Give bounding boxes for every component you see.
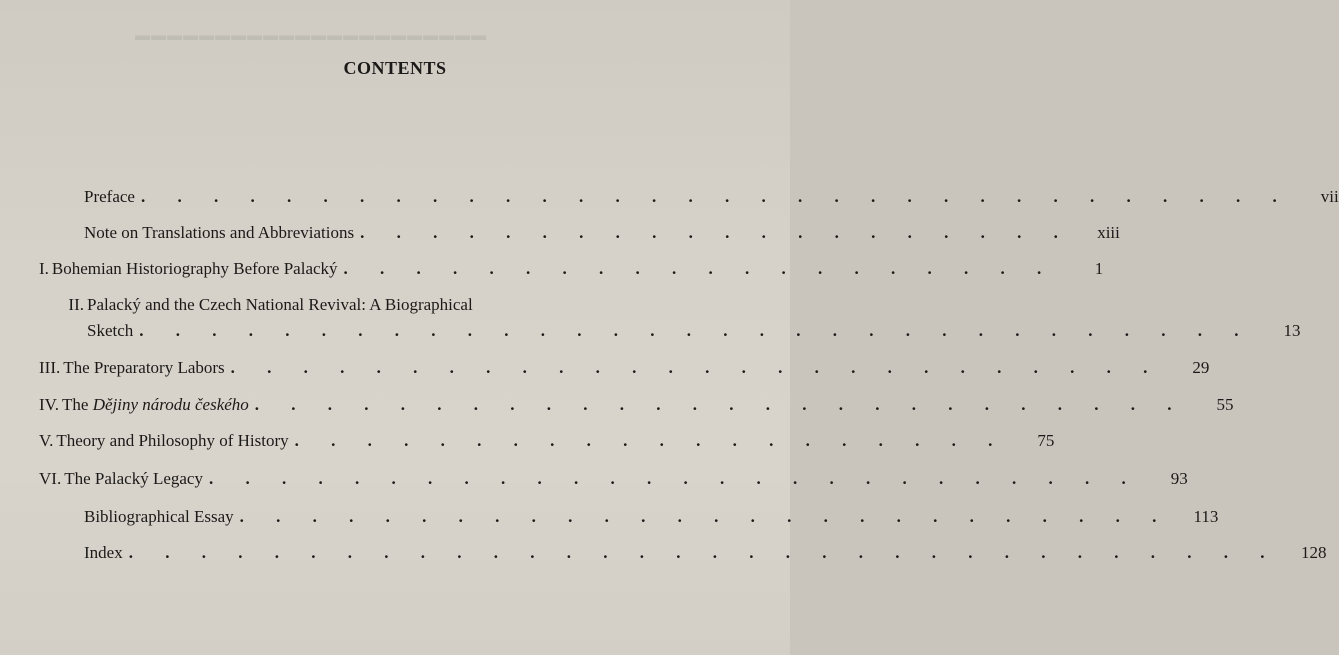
toc-entry-chapter-2 (39, 292, 1301, 344)
leader-dots: . . . . . . . . . . . . . . . . . . . . (360, 223, 1072, 242)
toc-entry-note (84, 220, 1120, 246)
chapter-number: V. (39, 431, 54, 450)
leader-dots: . . . . . . . . . . . . . . . . . . . . . . . . . . (230, 358, 1162, 377)
chapter-number: I. (39, 259, 49, 278)
leader-dots: . . . . . . . . . . . . . . . . . . . . . . . . . . (208, 469, 1140, 488)
toc-entry-label: The Preparatory Labors (63, 358, 225, 377)
toc-entry-label: Index (84, 543, 123, 562)
leader-dots: . . . . . . . . . . . . . . . . . . . . . . . . . . . . . . . (139, 321, 1253, 340)
leader-dots: . . . . . . . . . . . . . . . . . . . . . . . . . . (239, 507, 1171, 526)
leader-dots: . . . . . . . . . . . . . . . . . . . . . . . . . . . . . . . . (128, 543, 1279, 562)
leader-dots: . . . . . . . . . . . . . . . . . . . . (294, 431, 1007, 450)
toc-entry-preface (84, 184, 1339, 210)
toc-entry-chapter-3 (39, 355, 1210, 381)
toc-entry-chapter-5 (39, 428, 1055, 454)
chapter-number: II. (68, 295, 84, 314)
toc-page-number: 1 (1094, 259, 1104, 278)
label-italic-title: Dějiny národu českého (92, 395, 249, 414)
label-prefix: The (62, 395, 89, 414)
toc-page-number: 75 (1037, 431, 1055, 450)
toc-entry-label: The Palacký Legacy (64, 469, 203, 488)
toc-entry-label: Preface (84, 187, 135, 206)
chapter-number: IV. (39, 395, 59, 414)
leader-dots: . . . . . . . . . . . . . . . . . . . . . . . . . . (254, 395, 1186, 414)
page-title: CONTENTS (343, 58, 447, 78)
leader-dots: . . . . . . . . . . . . . . . . . . . . (343, 259, 1056, 278)
toc-entry-label-continued: Sketch (87, 321, 134, 340)
chapter-number: VI. (39, 469, 62, 488)
toc-entry-chapter-1 (39, 256, 1104, 282)
toc-entry-label: Theory and Philosophy of History (56, 431, 289, 450)
toc-entry-label (62, 392, 249, 418)
toc-entry-chapter-4 (39, 392, 1234, 418)
toc-page-number: vii (1320, 187, 1339, 206)
leader-dots: . . . . . . . . . . . . . . . . . . . . . . . . . . . . . . . . (140, 187, 1291, 206)
toc-entry-label: Bohemian Historiography Before Palacký (51, 259, 338, 278)
toc-entry-label: Note on Translations and Abbreviations (84, 223, 355, 242)
toc-page-number: xiii (1097, 223, 1120, 242)
toc-entry-label: Palacký and the Czech National Revival: A Biographical (87, 295, 473, 314)
toc-entry-chapter-6 (39, 466, 1188, 492)
toc-entry-label: Bibliographical Essay (84, 507, 234, 526)
chapter-number: III. (39, 358, 61, 377)
toc-page-number: 55 (1216, 395, 1234, 414)
toc-page-number: 113 (1193, 507, 1219, 526)
toc-page-number: 128 (1300, 543, 1327, 562)
toc-page-number: 93 (1170, 469, 1188, 488)
show-through-text: ▬▬▬▬▬▬▬▬▬▬▬▬▬▬▬▬▬▬▬▬▬▬ (135, 28, 487, 44)
toc-entry-index (84, 540, 1327, 566)
toc-page-number: 13 (1283, 321, 1301, 340)
toc-entry-bibliography (84, 504, 1219, 530)
toc-page-number: 29 (1192, 358, 1210, 377)
